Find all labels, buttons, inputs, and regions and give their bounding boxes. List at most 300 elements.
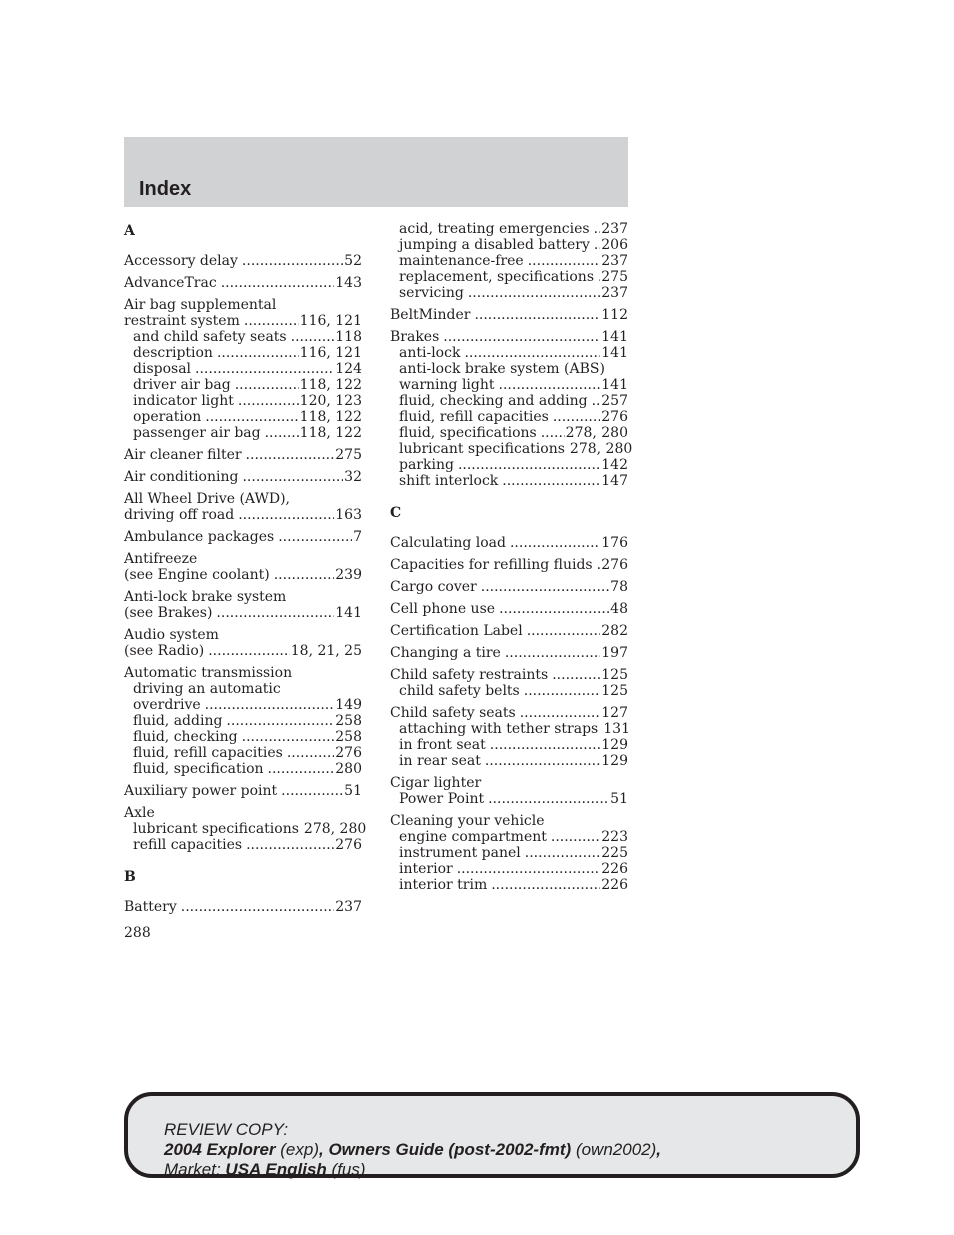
index-entry [124,297,362,441]
index-subentry-line [390,361,628,377]
entry-page-ref: 206 [601,237,628,253]
index-entry [390,775,628,807]
dot-leader [505,645,600,661]
review-copy-heading: REVIEW COPY: [164,1120,289,1139]
index-entry [124,469,362,485]
dot-leader [597,557,601,573]
entry-label: fluid, specification [133,761,264,777]
index-entry [124,253,362,269]
entry-page-ref: 125 [601,683,628,699]
dot-leader [594,237,600,253]
dot-leader [481,579,609,595]
dot-leader [502,473,600,489]
index-entry-line [124,665,362,681]
entry-label: lubricant specifications [133,821,299,837]
index-entry-line [124,783,362,799]
index-entry [390,221,628,301]
dot-leader [287,745,334,761]
entry-page-ref: 116, 121 [299,345,362,361]
index-column-right [390,221,633,899]
review-copy-text [164,1120,661,1180]
dot-leader [216,605,334,621]
entry-label: fluid, checking and adding [399,393,588,409]
entry-label: servicing [399,285,464,301]
dot-leader [510,535,600,551]
review-model: 2004 Explorer [164,1140,276,1159]
entry-page-ref: 124 [335,361,362,377]
dot-leader [181,899,334,915]
entry-label: Air bag supplemental [124,297,277,313]
dot-leader [208,643,290,659]
entry-page-ref: 275 [335,447,362,463]
index-entry [390,601,628,617]
entry-label: replacement, specifications [399,269,595,285]
entry-page-ref: 237 [601,253,628,269]
index-subentry-line [390,253,628,269]
entry-page-ref: 51 [610,791,628,807]
index-subentry-line [390,457,628,473]
index-entry-line [390,307,628,323]
index-subentry-line [390,425,628,441]
entry-label: Power Point [399,791,485,807]
index-entry-line [390,623,628,639]
index-subentry-line [124,713,362,729]
review-market-code: (fus) [331,1160,366,1179]
index-entry-line [390,645,628,661]
index-entry [390,623,628,639]
dot-leader [291,329,335,345]
index-subentry-line [124,377,362,393]
review-model-code: (exp) [280,1140,319,1159]
entry-page-ref: 176 [601,535,628,551]
dot-leader [594,221,601,237]
dot-leader [268,761,335,777]
index-entry [390,557,628,573]
entry-label: fluid, specifications [399,425,537,441]
index-entry-line [390,705,628,721]
entry-label: fluid, checking [133,729,238,745]
dot-leader [464,345,600,361]
entry-page-ref: 149 [335,697,362,713]
index-entry [390,535,628,551]
index-entry [124,529,362,545]
index-entry-line [390,557,628,573]
index-entry-line [390,775,628,791]
index-subentry-line [390,829,628,845]
entry-page-ref: 141 [601,377,628,393]
index-entry [124,627,362,659]
review-separator-1: , [318,1140,329,1159]
dot-leader [242,253,343,269]
entry-label: Automatic transmission [124,665,293,681]
entry-label: Calculating load [390,535,506,551]
dot-leader [226,713,334,729]
entry-page-ref: 257 [601,393,628,409]
dot-leader [592,393,601,409]
index-entry [390,705,628,769]
index-letter-heading: B [124,869,136,885]
entry-page-ref: 258 [335,713,362,729]
review-copy-box [124,1092,860,1178]
entry-page-ref: 142 [601,457,628,473]
entry-page-ref: 7 [353,529,362,545]
index-subentry-line [124,697,362,713]
entry-page-ref: 237 [601,221,628,237]
index-subentry-line [390,845,628,861]
review-copy-publication [164,1140,661,1160]
index-subentry-line [390,441,633,457]
entry-page-ref: 112 [601,307,628,323]
dot-leader [485,753,600,769]
entry-label: Cigar lighter [390,775,482,791]
entry-label: and child safety seats [133,329,287,345]
dot-leader [524,683,601,699]
entry-label: interior [399,861,453,877]
entry-page-ref: 278, 280 [303,821,367,837]
entry-page-ref: 223 [601,829,628,845]
index-subentry-line [390,377,628,393]
entry-label: driving an automatic [133,681,281,697]
dot-leader [491,877,600,893]
entry-page-ref: 141 [601,345,628,361]
page-title: Index [139,178,192,200]
entry-page-ref: 118, 122 [299,425,362,441]
entry-page-ref: 118, 122 [299,377,362,393]
entry-page-ref: 226 [601,861,628,877]
index-entry [124,783,362,799]
dot-leader [246,447,335,463]
index-header-band [124,137,628,207]
entry-label: All Wheel Drive (AWD), [124,491,290,507]
entry-page-ref: 18, 21, 25 [290,643,362,659]
dot-leader [551,829,600,845]
entry-page-ref: 52 [344,253,362,269]
entry-page-ref: 143 [335,275,362,291]
entry-page-ref: 280 [335,761,362,777]
dot-leader [195,361,334,377]
entry-page-ref: 278, 280 [565,425,628,441]
review-copy-market [164,1160,661,1180]
index-subentry-line [390,221,628,237]
entry-label: driving off road [124,507,235,523]
dot-leader [527,623,601,639]
entry-label: passenger air bag [133,425,261,441]
entry-page-ref: 147 [601,473,628,489]
index-subentry-line [124,821,367,837]
dot-leader [520,705,601,721]
index-entry [124,447,362,463]
dot-leader [246,837,334,853]
entry-page-ref: 163 [335,507,362,523]
entry-label: Capacities for refilling fluids [390,557,593,573]
dot-leader [242,469,343,485]
dot-leader [458,457,600,473]
dot-leader [552,667,600,683]
entry-page-ref: 120, 123 [299,393,362,409]
index-entry-line [124,589,362,605]
index-entry [390,329,633,489]
index-subentry-line [390,683,628,699]
index-entry-line [390,535,628,551]
entry-page-ref: 116, 121 [299,313,362,329]
entry-label: driver air bag [133,377,231,393]
entry-label: in rear seat [399,753,481,769]
entry-label: maintenance-free [399,253,524,269]
entry-label: Changing a tire [390,645,501,661]
dot-leader [499,601,609,617]
entry-page-ref: 131 [603,721,630,737]
entry-label: Auxiliary power point [124,783,278,799]
index-subentry-line [390,721,628,737]
index-entry-line [124,899,362,915]
index-subentry-line [124,409,362,425]
review-separator-2: , [656,1140,661,1159]
entry-label: Axle [124,805,155,821]
index-column-left [124,221,367,921]
dot-leader [528,253,601,269]
index-subentry-line [390,473,628,489]
entry-label: Cleaning your vehicle [390,813,545,829]
dot-leader [525,845,601,861]
review-market-label: Market: [164,1160,221,1179]
entry-label: jumping a disabled battery [399,237,590,253]
dot-leader [474,307,600,323]
index-entry-line [124,605,362,621]
index-subentry-line [124,681,362,697]
entry-page-ref: 118 [335,329,362,345]
entry-label: child safety belts [399,683,520,699]
index-subentry-line [124,761,362,777]
entry-label: Ambulance packages [124,529,275,545]
entry-label: restraint system [124,313,240,329]
entry-page-ref: 129 [601,753,628,769]
index-subentry-line [124,345,362,361]
index-entry-line [124,567,362,583]
index-subentry-line [124,393,362,409]
index-subentry-line [124,837,362,853]
entry-label: Cell phone use [390,601,496,617]
index-entry-line [124,297,362,313]
entry-page-ref: 282 [601,623,628,639]
dot-leader [598,269,600,285]
entry-label: Air cleaner filter [124,447,242,463]
entry-page-ref: 276 [601,557,628,573]
index-subentry-line [390,737,628,753]
entry-label: (see Radio) [124,643,205,659]
index-entry-line [124,253,362,269]
index-subentry-line [390,877,628,893]
review-guide-code: (own2002) [575,1140,657,1159]
entry-label: Child safety restraints [390,667,549,683]
index-entry [124,275,362,291]
index-entry [124,491,362,523]
index-entry [390,645,628,661]
dot-leader [499,377,601,393]
dot-leader [553,409,600,425]
index-subentry-line [390,345,628,361]
dot-leader [443,329,600,345]
dot-leader [238,393,299,409]
dot-leader [278,529,352,545]
entry-page-ref: 118, 122 [299,409,362,425]
index-subentry-line [124,425,362,441]
entry-label: acid, treating emergencies [399,221,590,237]
dot-leader [205,409,298,425]
entry-page-ref: 125 [601,667,628,683]
index-subentry-line [390,409,628,425]
index-entry-line [124,275,362,291]
entry-label: AdvanceTrac [124,275,217,291]
entry-label: anti-lock [399,345,461,361]
entry-label: attaching with tether straps [399,721,599,737]
index-entry-line [124,529,362,545]
entry-label: parking [399,457,454,473]
index-entry [124,899,362,915]
entry-page-ref: 275 [601,269,628,285]
index-subentry-line [390,285,628,301]
entry-page-ref: 276 [335,745,362,761]
index-entry [124,665,362,777]
entry-label: warning light [399,377,495,393]
entry-page-ref: 141 [335,605,362,621]
entry-label: Anti-lock brake system [124,589,287,605]
index-entry-line [124,313,362,329]
review-guide: Owners Guide (post-2002-fmt) [328,1140,572,1159]
entry-page-ref: 32 [344,469,362,485]
index-subentry-line [124,329,362,345]
entry-label: refill capacities [133,837,243,853]
index-entry-line [124,507,362,523]
entry-page-ref: 258 [335,729,362,745]
index-entry [124,589,362,621]
index-entry-line [124,491,362,507]
entry-label: instrument panel [399,845,521,861]
dot-leader [244,313,299,329]
index-entry [390,579,628,595]
index-subentry-line [124,745,362,761]
index-subentry-line [390,753,628,769]
entry-label: Antifreeze [124,551,198,567]
entry-page-ref: 197 [601,645,628,661]
entry-label: indicator light [133,393,234,409]
entry-label: (see Brakes) [124,605,213,621]
dot-leader [242,729,335,745]
index-entry-line [124,447,362,463]
entry-label: Cargo cover [390,579,477,595]
dot-leader [235,377,299,393]
index-subentry-line [390,393,628,409]
entry-page-ref: 239 [335,567,362,583]
entry-label: Brakes [390,329,440,345]
entry-page-ref: 141 [601,329,628,345]
entry-page-ref: 237 [335,899,362,915]
entry-label: anti-lock brake system (ABS) [399,361,605,377]
entry-page-ref: 51 [344,783,362,799]
index-entry-line [124,469,362,485]
index-letter-heading: A [124,223,135,239]
entry-label: shift interlock [399,473,499,489]
entry-label: description [133,345,213,361]
entry-page-ref: 276 [601,409,628,425]
entry-page-ref: 225 [601,845,628,861]
index-subentry-line [390,861,628,877]
index-entry-line [390,813,628,829]
index-entry [124,805,367,853]
dot-leader [265,425,299,441]
dot-leader [490,737,600,753]
entry-page-ref: 78 [610,579,628,595]
dot-leader [281,783,343,799]
dot-leader [221,275,335,291]
entry-label: lubricant specifications [399,441,565,457]
index-entry-line [390,601,628,617]
index-entry-line [124,627,362,643]
entry-label: Battery [124,899,177,915]
entry-page-ref: 237 [601,285,628,301]
dot-leader [468,285,600,301]
index-subentry-line [124,729,362,745]
index-subentry-line [390,237,628,253]
entry-label: interior trim [399,877,488,893]
entry-label: fluid, adding [133,713,223,729]
dot-leader [488,791,609,807]
entry-label: Certification Label [390,623,523,639]
index-entry [390,667,628,699]
dot-leader [238,507,334,523]
dot-leader [457,861,601,877]
entry-label: BeltMinder [390,307,471,323]
entry-label: fluid, refill capacities [133,745,283,761]
entry-page-ref: 48 [610,601,628,617]
entry-page-ref: 276 [335,837,362,853]
dot-leader [274,567,335,583]
entry-page-ref: 278, 280 [569,441,633,457]
index-entry-line [390,579,628,595]
entry-label: Accessory delay [124,253,238,269]
index-entry-line [124,805,362,821]
entry-label: engine compartment [399,829,547,845]
dot-leader [541,425,565,441]
entry-label: fluid, refill capacities [399,409,549,425]
index-subentry-line [390,791,628,807]
entry-label: Air conditioning [124,469,239,485]
entry-label: operation [133,409,202,425]
index-entry [124,551,362,583]
dot-leader [205,697,335,713]
index-entry-line [124,643,362,659]
index-entry [390,813,628,893]
index-entry-line [124,551,362,567]
index-subentry-line [124,361,362,377]
index-entry-line [390,667,628,683]
entry-label: Child safety seats [390,705,516,721]
entry-label: in front seat [399,737,486,753]
dot-leader [217,345,299,361]
entry-page-ref: 129 [601,737,628,753]
page-number: 288 [124,925,151,941]
review-market: USA English [225,1160,327,1179]
index-letter-heading: C [390,505,402,521]
entry-label: disposal [133,361,192,377]
index-entry-line [390,329,628,345]
index-entry [390,307,628,323]
entry-label: overdrive [133,697,201,713]
entry-page-ref: 127 [601,705,628,721]
entry-label: (see Engine coolant) [124,567,270,583]
index-subentry-line [390,269,628,285]
entry-label: Audio system [124,627,219,643]
entry-page-ref: 226 [601,877,628,893]
